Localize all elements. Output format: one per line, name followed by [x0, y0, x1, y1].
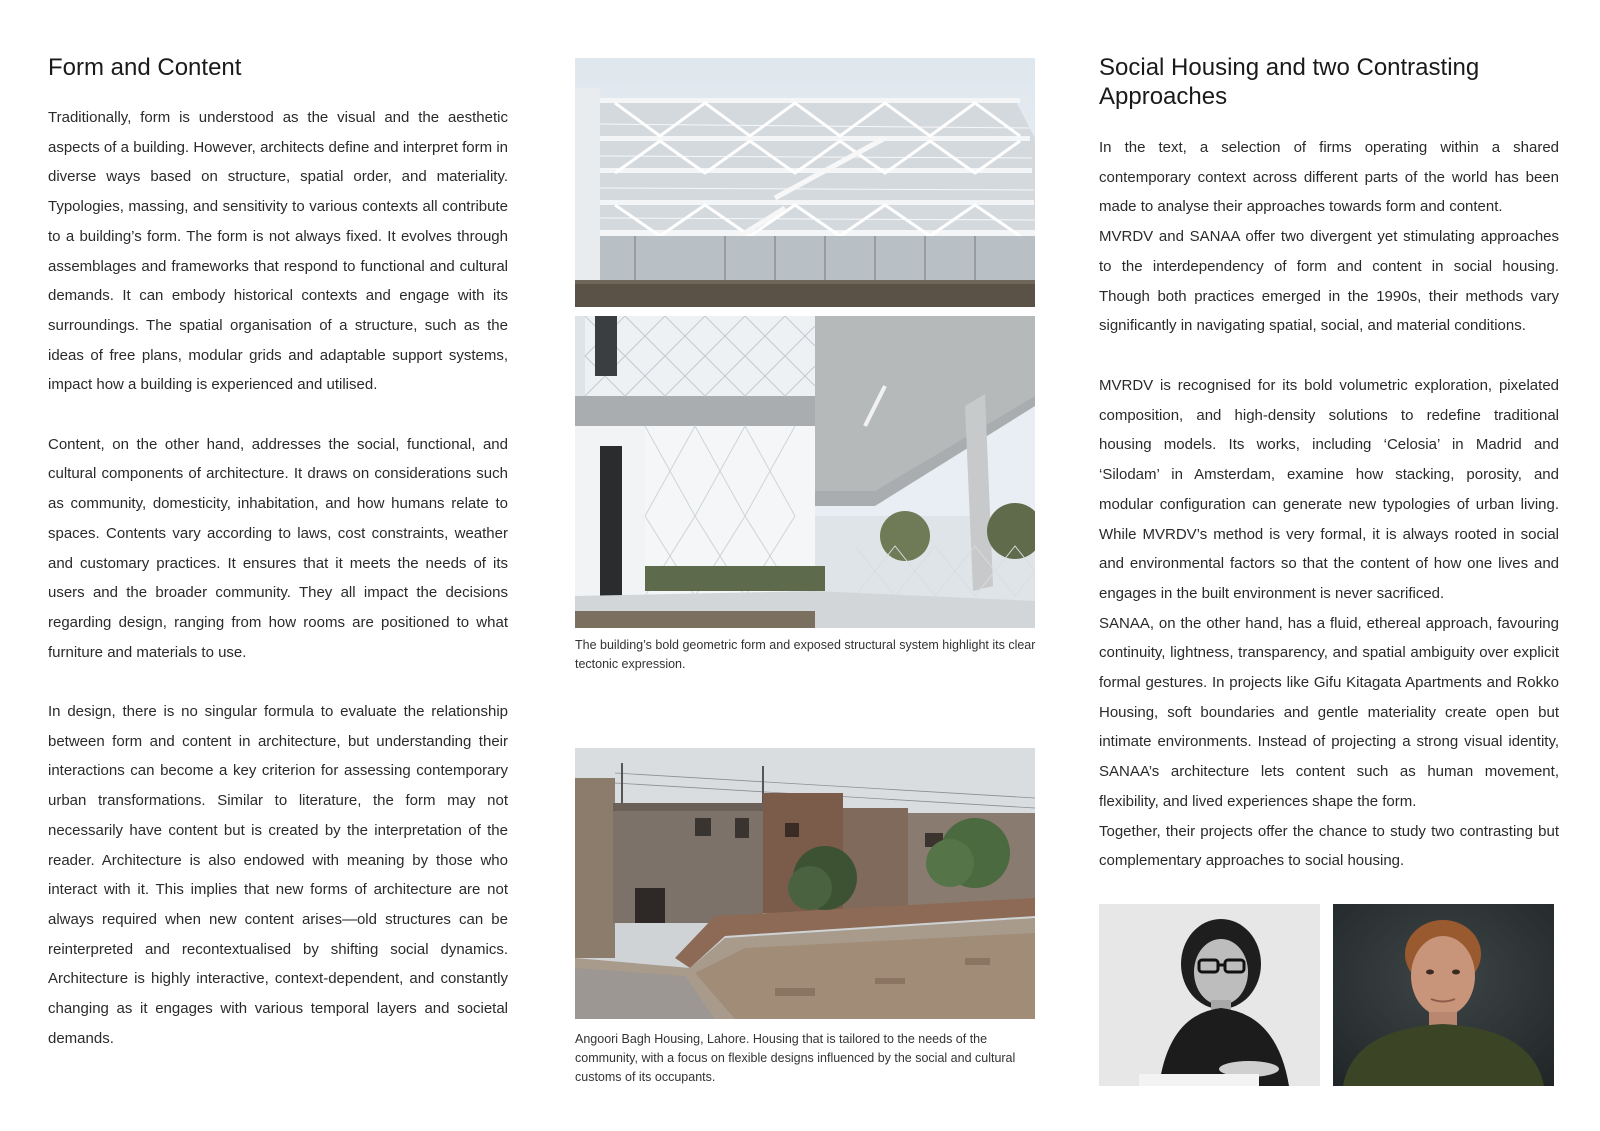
paragraph: In the text, a selection of firms operating within a shared contemporary context across different parts of the world has been made to analyse their approaches towards form and content.	[1099, 139, 1559, 216]
social-housing-text-a	[1099, 133, 1559, 341]
paragraph: SANAA, on the other hand, has a fluid, ethereal approach, favouring continuity, lightness, transparency, and spatial ambiguity over explicit formal gestures. In projects like Gifu Kitagata Apartments and Rokko Housing, soft boundaries and gentle materiality create open but intimate environments. Instead of projecting a strong visual identity, SANAA’s architecture lets content such as human movement, flexibility, and lived experiences shape the form.	[1099, 614, 1559, 810]
housing-facade-photo	[575, 58, 1035, 307]
portrait-man-photo	[1333, 904, 1554, 1086]
paragraph: MVRDV and SANAA offer two divergent yet stimulating approaches to the interdependency of form and content in social housing. Though both practices emerged in the 1990s, their methods vary significantly in navigating spatial, social, and material conditions.	[1099, 228, 1559, 335]
form-content-heading: Form and Content	[48, 54, 242, 81]
paragraph: Content, on the other hand, addresses the social, functional, and cultural components of architecture. It draws on considerations such as community, domesticity, inhabitation, and how humans relate to spaces. Contents vary according to laws, cost constraints, weather and customary practices. It ensures that it meets the needs of its users and the broader community. They all impact the decisions regarding design, ranging from how rooms are positioned to what furniture and materials to use.	[48, 435, 508, 661]
social-housing-text-b	[1099, 371, 1559, 876]
housing-walkway-photo	[575, 316, 1035, 628]
top-photo-caption: The building’s bold geometric form and exposed structural system highlight its clear tectonic expression.	[575, 638, 1036, 671]
paragraph: In design, there is no singular formula to evaluate the relationship between form and content in architecture, but understanding their interactions can become a key criterion for assessing contemporary urban transformations. Similar to literature, the form may not necessarily have content but is created by the interpretation of the reader. Architecture is also endowed with meaning by those who interact with it. This implies that new forms of architecture are not always required when new content arises—old structures can be reinterpreted and recontextualised by shifting social dynamics. Architecture is highly interactive, context-dependent, and constantly changing as it engages with various temporal layers and societal demands.	[48, 703, 508, 1047]
paragraph: Traditionally, form is understood as the visual and the aesthetic aspects of a building. However, architects define and interpret form in diverse ways based on structure, spatial order, and materiality. Typologies, massing, and sensitivity to various contexts all contribute to a building’s form. The form is not always fixed. It evolves through assemblages and frameworks that respond to functional and cultural demands. It can embody historical contexts and engage with its surroundings. The spatial organisation of a structure, such as the ideas of free plans, modular grids and adaptable support systems, impact how a building is experienced and utilised.	[48, 109, 508, 394]
form-content-text	[48, 103, 508, 1053]
bottom-photo-caption: Angoori Bagh Housing, Lahore. Housing that is tailored to the needs of the community, with a focus on flexible designs influenced by the social and cultural customs of its occupants.	[575, 1032, 1016, 1084]
social-housing-heading: Social Housing and two Contrasting Approaches	[1099, 54, 1480, 110]
paragraph: Together, their projects offer the chance to study two contrasting but complementary approaches to social housing.	[1099, 822, 1559, 870]
portrait-woman-photo	[1099, 904, 1320, 1086]
angoori-bagh-photo	[575, 748, 1035, 1019]
paragraph: MVRDV is recognised for its bold volumetric exploration, pixelated composition, and high-density solutions to redefine traditional housing models. Its works, including ‘Celosia’ in Madrid and ‘Silodam’ in Amsterdam, examine how stacking, porosity, and modular configuration can generate new typologies of urban living. While MVRDV’s method is very formal, it is always rooted in social and environmental factors so that the content of how one lives and engages in the built environment is never sacrificed.	[1099, 377, 1559, 602]
